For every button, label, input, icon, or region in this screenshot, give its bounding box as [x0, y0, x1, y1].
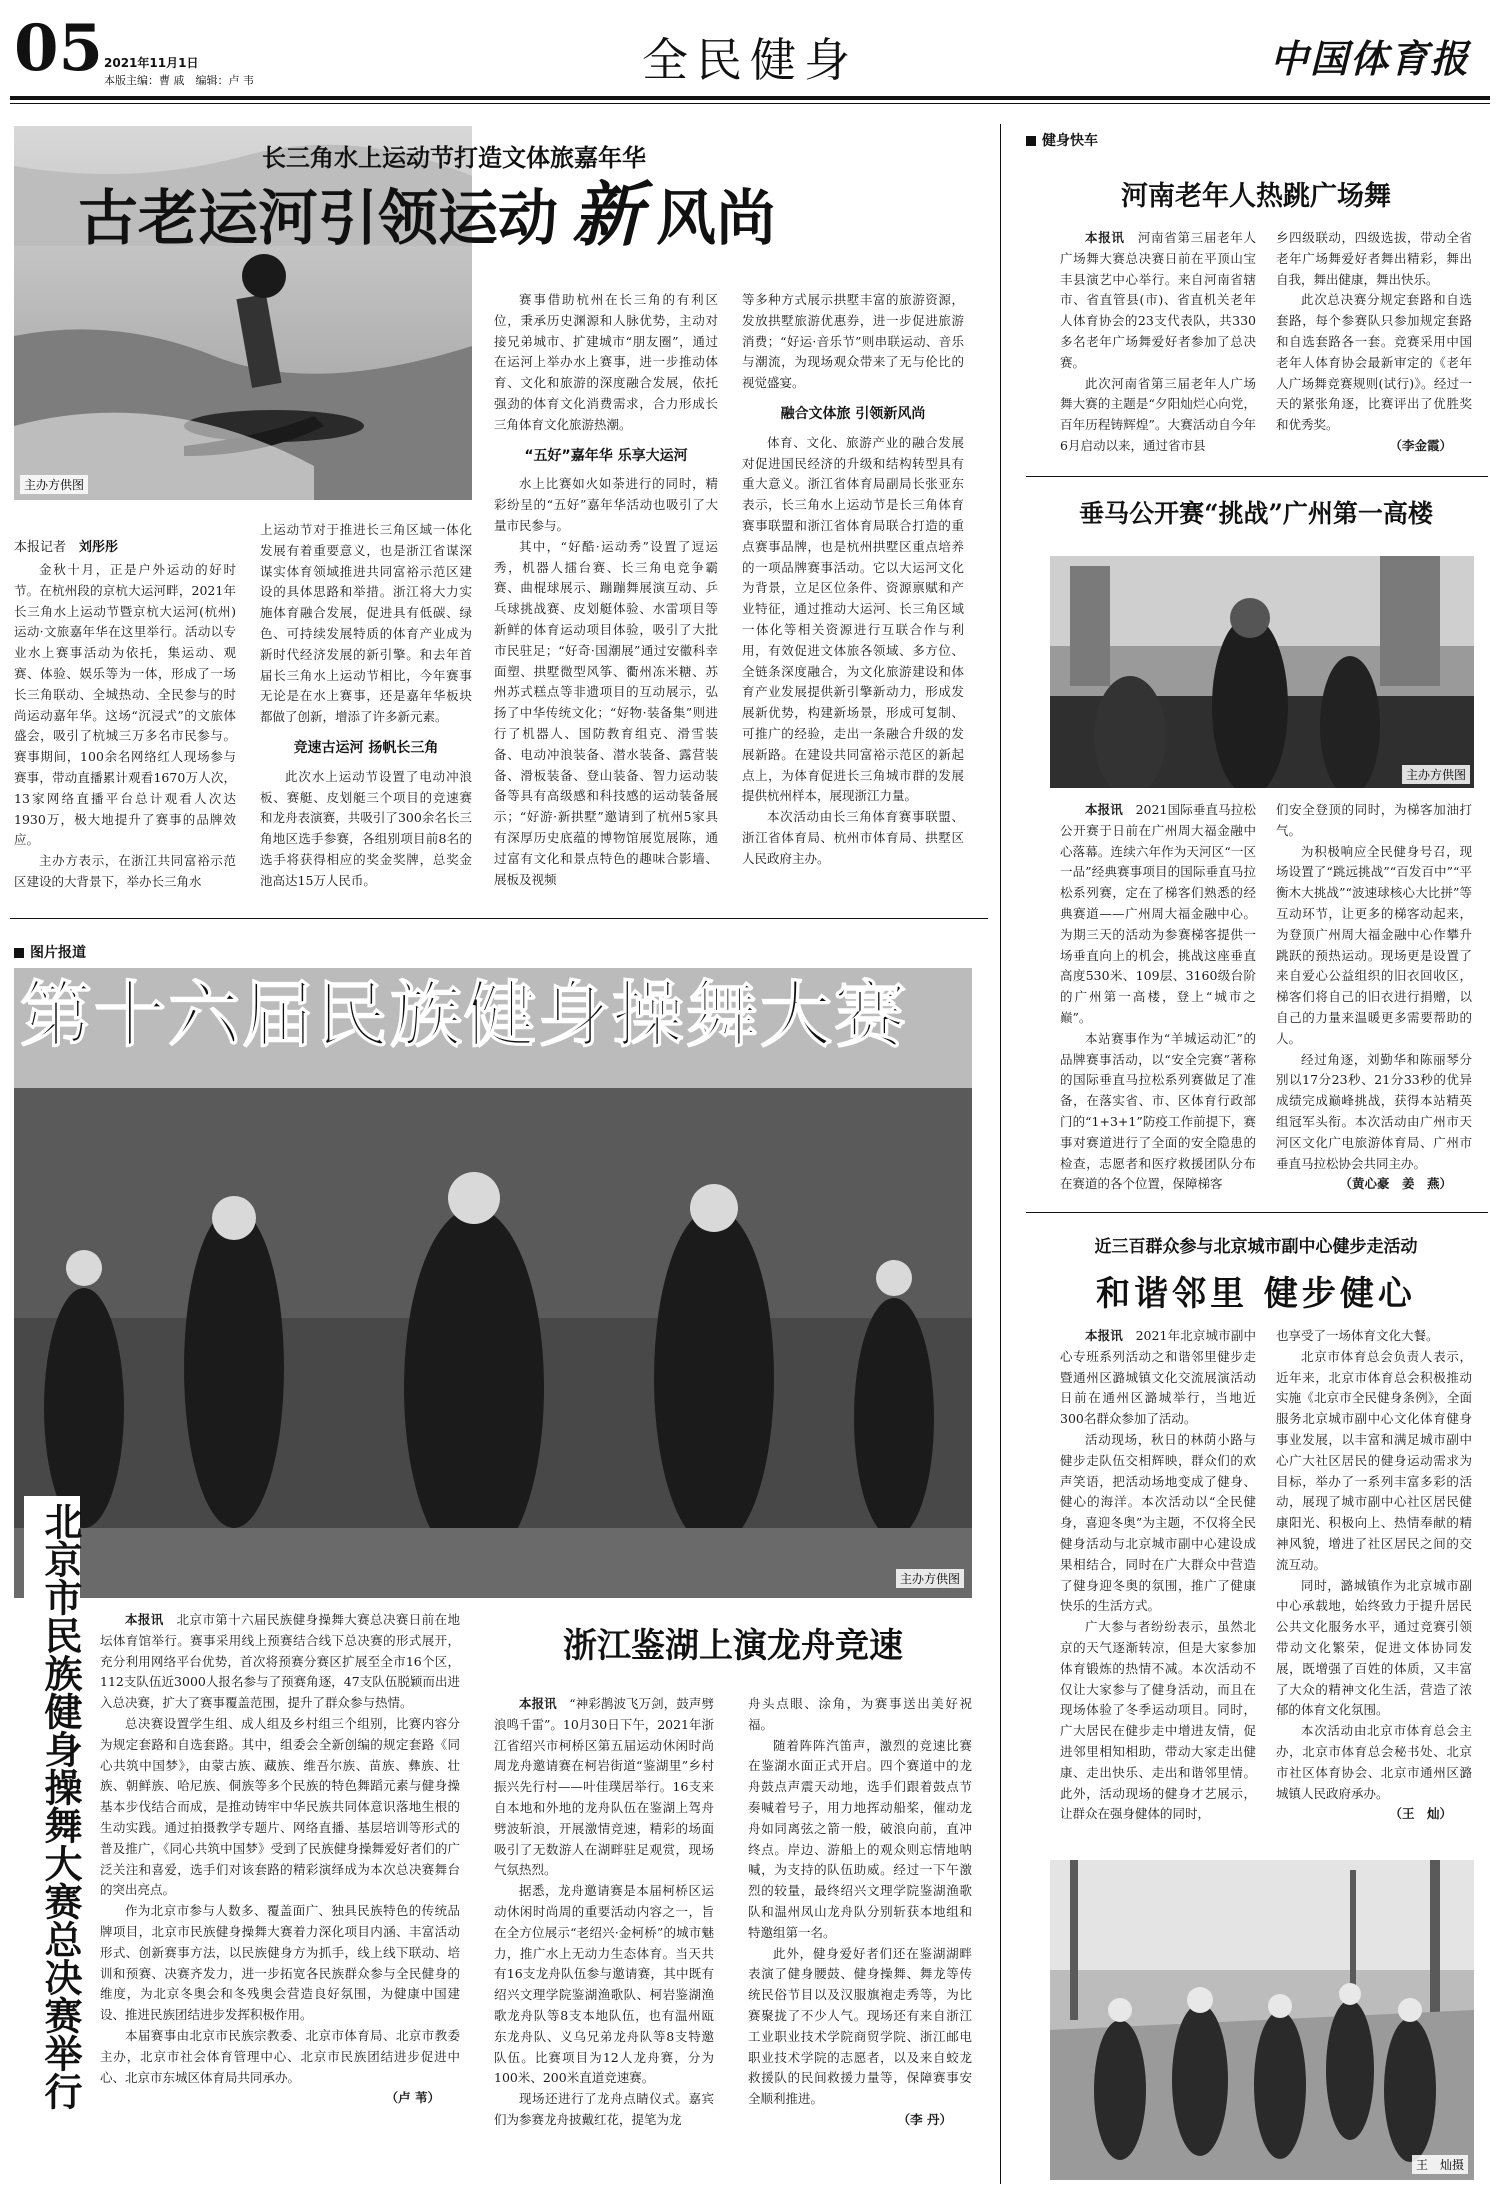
- lead-headline-emphasis: 新: [572, 173, 642, 256]
- marathon-photo-credit: 主办方供图: [1402, 765, 1470, 784]
- subhead: “五好”嘉年华 乐享大运河: [524, 447, 688, 464]
- paragraph: [494, 1694, 714, 1881]
- byline: （李金霞）: [1389, 437, 1452, 453]
- paragraph: 总决赛设置学生组、成人组及乡村组三个组别，比赛内容分为规定套路和自选套路。其中，组委会全新创编的规定套路《同心共筑中国梦》，由蒙古族、藏族、维吾尔族、苗族、彝族、壮族、朝鲜族、哈尼族、侗族等多个民族的特色舞蹈元素与健身操基本步伐结合而成，是推动铸牢中华民族共同体意识落地生根的生动实践。通过拍摄教学专题片、网络直播、基层培训等形式的普及推广，《同心共筑中国梦》受到了民族健身操舞爱好者们的广泛关注和喜爱，选手们对该套路的精彩演绎成为本次总决赛舞台的突出亮点。: [100, 1715, 460, 1898]
- paragraph: 为积极响应全民健身号召，现场设置了“跳远挑战”“百发百中”“平衡木大挑战”“波速球核心大比拼”等互动环节，让更多的梯客动起来，为登顶广州周大福金融中心作攀升跳跃的预热运动。现场更是设置了来自爱心公益组织的旧衣回收区，梯客们将自己的旧衣进行捐赠，以自己的力量来温暖更多需要帮助的人。: [1276, 843, 1472, 1046]
- paragraph: 舟头点眼、涂角，为赛事送出美好祝福。: [748, 1696, 972, 1732]
- lead-reporter: [14, 536, 118, 555]
- dance-photo: [14, 968, 972, 1598]
- lead-headline: [78, 173, 776, 256]
- walk-col-2: [1276, 1326, 1472, 1846]
- byline: （黄心豪 姜 燕）: [1339, 1176, 1452, 1192]
- lead-col-1: [14, 560, 236, 900]
- paragraph: 据悉，龙舟邀请赛是本届柯桥区运动休闲时尚周的重要活动内容之一，旨在全方位展示“老绍兴·金柯桥”的城市魅力，推广水上无动力生态体育。当天共有16支龙舟队伍参与邀请赛，其中既有绍兴文理学院鉴湖渔歌队、柯岩鉴湖渔歌龙舟队等8支本地队伍，也有温州瓯东龙舟队、义乌兄弟龙舟队等8支特邀队伍。比赛项目为12人龙舟赛，分为100米、200米直道竞速赛。: [494, 1883, 714, 2086]
- subhead: 竞速古运河 扬帆长三角: [293, 739, 439, 756]
- picture-report-tag: 图片报道: [14, 942, 86, 962]
- paragraph: 赛事借助杭州在长三角的有利区位，秉承历史渊源和人脉优势，主动对接兄弟城市、扩建城市“朋友圈”，通过在运河上举办水上赛事，进一步推动体育、文化和旅游的深度融合发展，依托强劲的体育文化消费需求，合力形成长三角体育文化旅游热潮。: [494, 292, 718, 432]
- marathon-title: 垂马公开赛“挑战”广州第一高楼: [1079, 499, 1433, 528]
- paragraph: 主办方表示，在浙江共同富裕示范区建设的大背景下，举办长三角水: [14, 853, 236, 889]
- subhead: 融合文体旅 引领新风尚: [780, 405, 926, 422]
- walk-photo: [1050, 1860, 1474, 2180]
- paragraph: 此次河南省第三届老年人广场舞大赛的主题是“夕阳灿烂心向党，百年历程铸辉煌”。大赛活动自今年6月启动以来，通过省市县: [1060, 375, 1256, 453]
- paragraph: 本次活动由北京市体育总会主办，北京市体育总会秘书处、北京市社区体育协会、北京市通州区潞城镇人民政府承办。: [1276, 1723, 1472, 1801]
- paragraph: [1060, 228, 1256, 374]
- byline: （王 灿）: [1389, 1806, 1452, 1822]
- walk-kicker: 近三百群众参与北京城市副中心健步走活动: [1094, 1237, 1418, 1257]
- marathon-col-2: [1276, 800, 1472, 1200]
- dragon-col-1: [494, 1694, 714, 2174]
- paragraph: 其中，“好酷·运动秀”设置了逗运秀，机器人擂台赛、长三角电竞争霸赛、曲棍球展示、蹦蹦舞展演互动、乒乓球挑战赛、皮划艇体验、水雷项目等新鲜的体育运动项目体验，吸引了大批市民驻足；“好奇·国潮展”通过安徽科幸面塑、拱墅微型风筝、衢州冻米糖、苏州苏式糕点等非遗项目的互动展示，弘扬了中华传统文化；“好物·装备集”则进行了机器人、国防教育组克、滑雪装备、电动冲浪装备、潜水装备、露营装备、滑板装备、登山装备、智力运动装备等具有高级感和科技感的运动装备展示；“好游·新拱墅”邀请到了杭州5家具有深厚历史底蕴的博物馆展览展陈，通过富有文化和景点特色的趣味合影墙、展板及视频: [494, 538, 718, 887]
- dance-body: [100, 1610, 460, 2170]
- walk-title: 和谐邻里 健步健心: [1096, 1274, 1416, 1314]
- paragraph: 此次总决赛分规定套路和自选套路，每个参赛队只参加规定套路和自选套路各一套。竞赛采用中国老年人体育协会最新审定的《老年人广场舞竞赛规则(试行)》。经过一天的紧张角逐，比赛评出了优胜奖和优秀奖。: [1276, 292, 1472, 433]
- lead-label: 本报讯: [1085, 230, 1125, 245]
- byline: （李 丹）: [897, 2111, 952, 2127]
- lead-label: 本报讯: [519, 1696, 557, 1711]
- paragraph: 经过角逐，刘勤华和陈丽琴分别以17分23秒、21分33秒的优异成绩完成巅峰挑战，获得本站精英组冠军头衔。本次活动由广州市天河区文化广电旅游体育局、广州市垂直马拉松协会共同主办。: [1276, 1051, 1472, 1171]
- dance-banner: 第十六届民族健身操舞大赛: [20, 973, 909, 1057]
- paragraph: 活动现场，秋日的林荫小路与健步走队伍交相辉映，群众们的欢声笑语，把活动场地变成了健身、健心的海洋。本次活动以“全民健身，喜迎冬奥”为主题，不仅将全民健身活动与北京城市副中心建设成果相结合，同时在广大群众中营造了健身迎冬奥的氛围，推广了健康快乐的生活方式。: [1060, 1431, 1256, 1614]
- lead-kicker: 长三角水上运动节打造文体旅嘉年华: [262, 144, 646, 172]
- brief-divider: [1026, 1212, 1488, 1213]
- text: 2021国际垂直马拉松公开赛于日前在广州周大福金融中心落幕。连续六年作为天河区“一区一品”经典赛事项目的国际垂直马拉松系列赛，定在了梯客们熟悉的经典赛道——广州周大福金融中心。为期三天的活动为参赛梯客提供一场垂直向上的机会，挑战这座垂直高度530米、109层、3160级台阶的广州第一高楼，登上“城市之巅”。: [1060, 802, 1256, 1025]
- section-divider: [10, 918, 988, 919]
- paragraph: [100, 1610, 460, 1714]
- dragon-boat-title: 浙江鉴湖上演龙舟竞速: [563, 1626, 903, 1666]
- paragraph: 本站赛事作为“羊城运动汇”的品牌赛事活动，以“安全完赛”著称的国际垂直马拉松系列赛做足了准备，在落实省、市、区体育行政部门的“1+3+1”防疫工作前提下，赛事对赛道进行了全面的安全隐患的检查，志愿者和医疗救援团队分布在赛道的各个位置，保障梯客: [1060, 1030, 1256, 1192]
- walk-image: [1050, 1860, 1474, 2180]
- paragraph: 现场还进行了龙舟点睛仪式。嘉宾们为参赛龙舟披戴红花，提笔为龙: [494, 2091, 714, 2127]
- henan-col-1: [1060, 228, 1256, 458]
- text: 北京市第十六届民族健身操舞大赛总决赛日前在地坛体育馆举行。赛事采用线上预赛结合线下总决赛的形式展开，充分利用网络平台优势，首次将预赛分赛区扩展至全市16个区，112支队伍近3000人报名参与了预赛角逐，47支队伍脱颖而出进入总决赛，扩大了赛事覆盖范围，提升了群众参与热情。: [100, 1612, 460, 1711]
- lead-label: 本报讯: [125, 1612, 164, 1627]
- paragraph: 本届赛事由北京市民族宗教委、北京市体育局、北京市教委主办，北京市社会体育管理中心、北京市民族团结进步促进中心、北京市东城区体育局共同承办。: [100, 2027, 460, 2085]
- issue-date: 2021年11月1日: [104, 56, 199, 70]
- paragraph: 本次活动由长三角体育赛事联盟、浙江省体育局、杭州市体育局、拱墅区人民政府主办。: [742, 809, 964, 866]
- lead-label: 本报讯: [1085, 1328, 1123, 1343]
- brief-tag: 健身快车: [1026, 130, 1098, 150]
- vertical-headline: 北京市民族健身操舞大赛总决赛举行: [24, 1496, 80, 2166]
- walk-photo-credit: 王 灿摄: [1412, 2155, 1468, 2174]
- paragraph: 北京市体育总会负责人表示，近年来，北京市体育总会积极推动实施《北京市全民健身条例》，全面服务北京城市副中心文化体育健身事业发展，以丰富和满足城市副中心广大社区居民的健身运动需求为目标，举办了一系列丰富多彩的活动，展现了城市副中心社区居民健康阳光、积极向上、热情奉献的精神风貌，增进了社区居民之间的交流互动。: [1276, 1348, 1472, 1572]
- marathon-image: [1050, 556, 1474, 788]
- text: 2021年北京城市副中心专班系列活动之和谐邻里健步走暨通州区潞城镇文化交流展演活动日前在通州区潞城举行，当地近300名群众参加了活动。: [1060, 1328, 1256, 1427]
- section-title: 全民健身: [642, 33, 858, 87]
- brief-divider: [1026, 476, 1488, 477]
- paragraph: 们安全登顶的同时，为梯客加油打气。: [1276, 802, 1472, 838]
- paragraph: 水上比赛如火如荼进行的同时，精彩纷呈的“五好”嘉年华活动也吸引了大量市民参与。: [494, 476, 718, 533]
- masthead: [0, 0, 1500, 122]
- reporter-label: 本报记者: [14, 540, 67, 555]
- lead-col-2: [260, 520, 472, 900]
- henan-col-2: [1276, 228, 1472, 458]
- lead-headline-part3: 风尚: [656, 184, 776, 254]
- text: “神彩鹊波飞万剑，鼓声劈浪鸣千雷”。10月30日下午，2021年浙江省绍兴市柯桥区第五届运动休闲时尚周龙舟邀请赛在柯岩街道“鉴湖里”乡村振兴先行村——叶佳璞居举行。16支来自本地和外地的龙舟队伍在鉴湖上驾舟劈波斩浪，开展激情竞速，精彩的场面吸引了无数游人在湖畔驻足观赏，现场气氛热烈。: [494, 1696, 714, 1878]
- paragraph: 作为北京市参与人数多、覆盖面广、独具民族特色的传统品牌项目，北京市民族健身操舞大赛着力深化项目内涵、丰富活动形式、创新赛事方法，以民族健身方为抓手，线上线下联动、培训和预赛、决赛齐发力，进一步拓宽各民族群众参与全民健身的维度，为北京冬奥会和冬残奥会营造良好氛围，为健康中国建设、推进民族团结进步发挥积极作用。: [100, 1903, 460, 2023]
- paragraph: 随着阵阵汽笛声，激烈的竞速比赛在鉴湖水面正式开启。四个赛道中的龙舟鼓点声震天动地，选手们跟着鼓点节奏喊着号子，用力地挥动船桨，催动龙舟如同离弦之箭一般，破浪向前，直冲终点。岸边、游船上的观众则忘情地呐喊，为支持的队伍助威。经过一下午激烈的较量，最终绍兴文理学院鉴湖渔歌队和温州凤山龙舟队分别斩获本地组和特邀组第一名。: [748, 1737, 972, 1940]
- paragraph: 乡四级联动，四级选拔，带动全省老年广场舞爱好者舞出精彩，舞出自我，舞出健康，舞出快乐。: [1276, 230, 1472, 287]
- paragraph: 体育、文化、旅游产业的融合发展对促进国民经济的升级和结构转型具有重大意义。浙江省体育局副局长张亚东表示，长三角水上运动节是长三角体育赛事联盟和浙江省体育局联合打造的重点赛事品牌，也是杭州拱墅区重点培养的一项品牌赛事活动。它以大运河文化为背景，立足区位条件、资源禀赋和产业特征，通过推动大运河、长三角区域一体化等相关资源进行互联合作与利用，有效促进文体旅各领域、多方位、全链条深度融合，为文化旅游建设和体育产业发展提供新引擎新动力，形成发展新优势，构建新场景，形成可复制、可推广的经验，走出一条融合升级的发展新路。在建设共同富裕示范区的新起点上，为体育促进长三角城市群的发展提供杭州样本，展现浙江力量。: [742, 434, 964, 804]
- lead-headline-part1: 古老运河引领运动: [78, 184, 558, 254]
- paragraph: 广大参与者纷纷表示，虽然北京的天气逐渐转凉，但是大家参加体育锻炼的热情不减。本次活动不仅让大家参与了健身活动，而且在现场体验了冬季运动项目。同时，广大居民在健步走中增进友情，促进邻里相知相助，带动大家走出健康、走出快乐、走出和谐邻里情。此外，活动现场的健身才艺展示，让群众在强身健体的同时，: [1060, 1619, 1256, 1822]
- paragraph: 金秋十月，正是户外运动的好时节。在杭州段的京杭大运河畔，2021年长三角水上运动节暨京杭大运河(杭州)运动·文旅嘉年华在这里举行。活动以专业水上赛事活动为依托，集运动、观赛、体验、娱乐等为一体，形成了一场长三角联动、全城热动、全民参与的时尚运动嘉年华。这场“沉浸式”的文旅体盛会，吸引了杭城三万多名市民参与。赛事期间，100余名网络红人现场参与赛事，带动直播累计观看1670万人次，13家网络直播平台总计观看人次达1930万，极大地提升了赛事的品牌效应。: [14, 562, 236, 848]
- paragraph: [1060, 1326, 1256, 1430]
- page-number: 05: [14, 11, 104, 86]
- paragraph: 也享受了一场体育文化大餐。: [1276, 1328, 1439, 1343]
- lead-photo-credit: 主办方供图: [20, 475, 88, 494]
- paragraph: 等多种方式展示拱墅丰富的旅游资源，发放拱墅旅游优惠券，进一步促进旅游消费；“好运·音乐节”则串联运动、音乐与潮流，为现场观众带来了无与伦比的视觉盛宴。: [742, 292, 964, 391]
- henan-title: 河南老年人热跳广场舞: [1121, 181, 1391, 212]
- lead-col-3: [494, 290, 718, 900]
- dance-photo-credit: 主办方供图: [896, 1569, 964, 1588]
- marathon-photo: [1050, 556, 1474, 788]
- walk-col-1: [1060, 1326, 1256, 1846]
- lead-col-4: [742, 290, 964, 900]
- lead-label: 本报讯: [1085, 802, 1123, 817]
- paper-logo: 中国体育报: [1270, 36, 1471, 81]
- column-divider: [1000, 124, 1001, 2184]
- paragraph: [1060, 800, 1256, 1029]
- reporter-name: 刘彤彤: [79, 540, 119, 555]
- marathon-col-1: [1060, 800, 1256, 1200]
- paragraph: 同时，潞城镇作为北京城市副中心承载地，始终致力于提升居民公共文化服务水平，通过竞赛引领带动文化繁荣，促进文体协同发展，既增强了百姓的体质，又丰富了大众的精神文化生活，营造了浓郁的体育文化氛围。: [1276, 1577, 1472, 1718]
- paragraph: 上运动节对于推进长三角区域一体化发展有着重要意义，也是浙江省谋深谋实体育领域推进共同富裕示范区建设的具体思路和举措。浙江将大力实施体育融合发展，促进具有低碳、绿色、可持续发展特质的体育产业成为新时代经济发展的新引擎。和去年首届长三角水上运动节相比，今年赛事无论是在水上赛事，还是嘉年华板块都做了创新，增添了许多新元素。: [260, 522, 472, 725]
- paragraph: 此次水上运动节设置了电动冲浪板、赛艇、皮划艇三个项目的竞速赛和龙舟表演赛，共吸引了300余名长三角地区选手参赛，各组别项目前8名的选手将获得相应的奖金奖牌，总奖金池高达15万人民币。: [260, 768, 472, 888]
- dance-image: [14, 968, 972, 1598]
- masthead-rule-thick: [10, 96, 1490, 100]
- dragon-col-2: [748, 1694, 972, 2174]
- editors-line: 本版主编：曹 戚 编辑：卢 韦: [104, 74, 254, 87]
- masthead-rule-thin: [10, 103, 1490, 104]
- paragraph: 此外，健身爱好者们还在鉴湖湖畔表演了健身腰鼓、健身操舞、舞龙等传统民俗节目以及汉服旗袍走秀等，为比赛聚拢了不少人气。现场还有来自浙江工业职业技术学院商贸学院、浙江邮电职业技术学院的志愿者，以及来自蛟龙救援队的民间救援力量等，保障赛事安全顺利推进。: [748, 1945, 972, 2107]
- byline: （卢 苇）: [385, 2090, 440, 2106]
- text: 河南省第三届老年人广场舞大赛总决赛日前在平顶山宝丰县演艺中心举行。来自河南省辖市、省直管县(市)、省直机关老年人体育协会的23支代表队，共330多名老年广场舞爱好者参加了总决赛。: [1060, 230, 1256, 370]
